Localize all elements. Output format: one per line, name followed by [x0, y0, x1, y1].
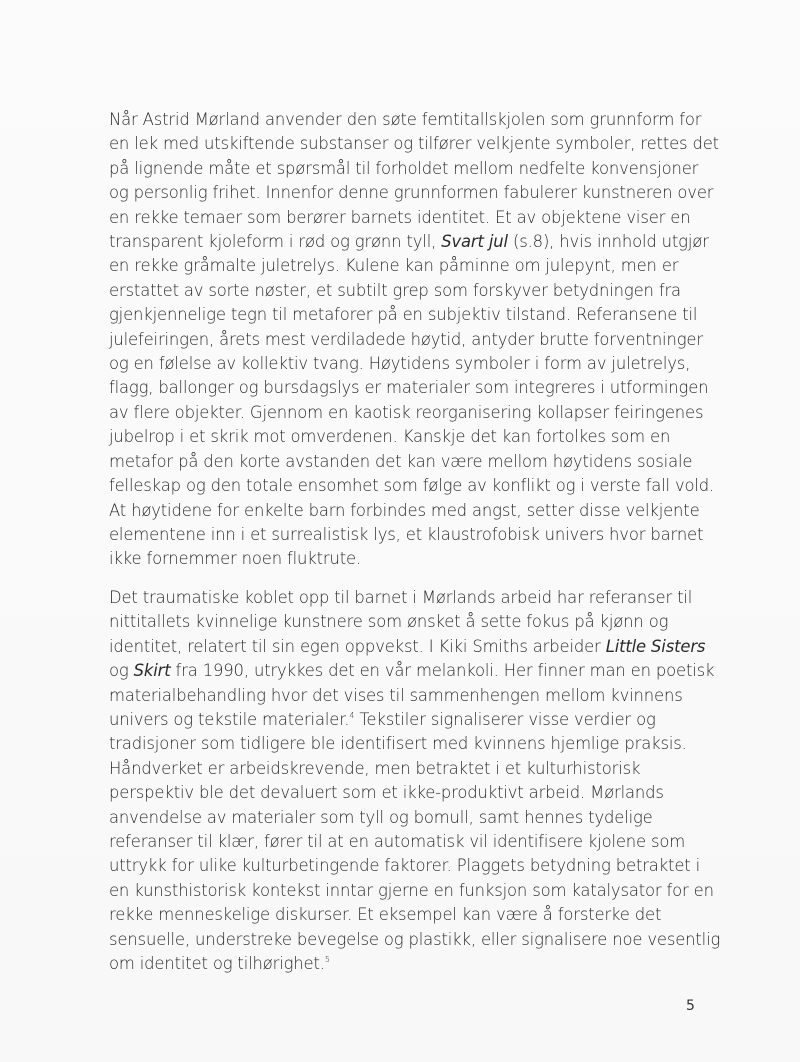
text-line	[109, 401, 729, 425]
text-line	[109, 547, 729, 571]
text-line	[109, 254, 729, 278]
italic-title: Svart jul	[441, 232, 508, 252]
text-line	[109, 376, 729, 400]
text-line	[109, 523, 729, 547]
text-run: erstattet av sorte nøster, et subtilt grep som forskyver betydningen fra	[109, 280, 681, 300]
text-run: en kunsthistorisk kontekst inntar gjerne en funksjon som katalysator for en	[109, 880, 714, 900]
text-run: referanser til klær, fører til at en automatisk vil identifisere kjolene som	[109, 832, 686, 852]
text-line	[109, 610, 729, 634]
text-line	[109, 328, 729, 352]
text-run: uttrykk for ulike kulturbetingende faktorer. Plaggets betydning betraktet i	[109, 856, 700, 876]
text-run: av flere objekter. Gjennom en kaotisk reorganisering kollapser feiringenes	[109, 402, 704, 422]
text-run: en lek med utskiftende substanser og tilfører velkjente symboler, rettes det	[109, 134, 719, 154]
text-run: transparent kjoleform i rød og grønn tyll,	[109, 232, 442, 252]
text-line	[109, 879, 729, 903]
text-run: metafor på den korte avstanden det kan være mellom høytidens sosiale	[109, 451, 693, 471]
text-run: og	[109, 661, 134, 681]
text-line	[109, 108, 729, 132]
text-line	[109, 181, 729, 205]
text-line	[109, 303, 729, 327]
footnote-marker: 5	[324, 954, 330, 964]
body-paragraph-2	[109, 586, 729, 977]
text-run: jubelrop i et skrik mot omverdenen. Kanskje det kan fortolkes som en	[109, 427, 671, 447]
text-line	[109, 474, 729, 498]
text-run: At høytidene for enkelte barn forbindes med angst, setter disse velkjente	[109, 500, 700, 520]
text-line	[109, 499, 729, 523]
text-line	[109, 903, 729, 927]
text-line	[109, 830, 729, 854]
italic-title: Skirt	[133, 661, 171, 681]
text-line	[109, 806, 729, 830]
text-run: elementene inn i et surrealistisk lys, et klaustrofobisk univers hvor barnet	[109, 524, 704, 544]
text-run: anvendelse av materialer som tyll og bomull, samt hennes tydelige	[109, 807, 653, 827]
text-line	[109, 952, 729, 976]
text-line	[109, 279, 729, 303]
text-line	[109, 659, 729, 683]
text-line	[109, 732, 729, 756]
text-run: perspektiv ble det devaluert som et ikke-produktivt arbeid. Mørlands	[109, 783, 664, 803]
text-run: fra 1990, utrykkes det en vår melankoli. Her finner man en poetisk	[170, 661, 715, 681]
text-line	[109, 206, 729, 230]
footnote-marker: 4	[349, 710, 355, 720]
text-line	[109, 157, 729, 181]
text-line	[109, 230, 729, 254]
body-paragraph-1	[109, 108, 729, 572]
text-line	[109, 708, 729, 732]
text-run: gjenkjennelige tegn til metaforer på en subjektiv tilstand. Referansene til	[109, 305, 698, 325]
text-run: og personlig frihet. Innenfor denne grunnformen fabulerer kunstneren over	[109, 183, 714, 203]
text-run: identitet, relatert til sin egen oppvekst. I Kiki Smiths arbeider	[109, 636, 606, 656]
text-line	[109, 684, 729, 708]
text-run: på lignende måte et spørsmål til forholdet mellom nedfelte konvensjoner	[109, 158, 699, 178]
italic-title: Little Sisters	[605, 636, 706, 656]
text-line	[109, 586, 729, 610]
text-run: Det traumatiske koblet opp til barnet i Mørlands arbeid har referanser til	[109, 588, 693, 607]
text-run: julefeiringen, årets mest verdiladede høytid, antyder brutte forventninger	[109, 329, 703, 349]
text-run: Når Astrid Mørland anvender den søte femtitallskjolen som grunnform for	[109, 110, 702, 129]
text-run: om identitet og tilhørighet.	[109, 954, 325, 974]
text-run: materialbehandling hvor det vises til sammenhengen mellom kvinnens	[109, 685, 683, 705]
text-run: tradisjoner som tidligere ble identifisert med kvinnens hjemlige praksis.	[109, 734, 687, 754]
text-run: ikke fornemmer noen fluktrute.	[109, 549, 362, 569]
text-line	[109, 132, 729, 156]
text-run: Håndverket er arbeidskrevende, men betraktet i et kulturhistorisk	[109, 758, 641, 778]
text-line	[109, 635, 729, 659]
text-run: sensuelle, understreke bevegelse og plastikk, eller signalisere noe vesentlig	[109, 929, 721, 949]
text-run: og en følelse av kollektiv tvang. Høytidens symboler i form av juletrelys,	[109, 354, 691, 374]
text-line	[109, 450, 729, 474]
text-line	[109, 425, 729, 449]
page-number: 5	[686, 998, 695, 1014]
text-run: nittitallets kvinnelige kunstnere som ønsket å sette fokus på kjønn og	[109, 612, 669, 632]
text-line	[109, 352, 729, 376]
text-run: flagg, ballonger og bursdagslys er materialer som integreres i utformingen	[109, 378, 709, 398]
text-run: (s.8), hvis innhold utgjør	[507, 232, 709, 252]
text-run: felleskap og den totale ensomhet som følge av konflikt og i verste fall vold.	[109, 476, 715, 496]
text-run: en rekke temaer som berører barnets identitet. Et av objektene viser en	[109, 207, 691, 227]
text-line	[109, 757, 729, 781]
text-run: Tekstiler signaliserer visse verdier og	[354, 710, 656, 730]
text-run: rekke menneskelige diskurser. Et eksempel kan være å forsterke det	[109, 905, 662, 925]
text-run: en rekke gråmalte juletrelys. Kulene kan påminne om julepynt, men er	[109, 256, 679, 276]
text-line	[109, 854, 729, 878]
text-line	[109, 928, 729, 952]
text-run: univers og tekstile materialer.	[109, 710, 350, 730]
text-line	[109, 781, 729, 805]
